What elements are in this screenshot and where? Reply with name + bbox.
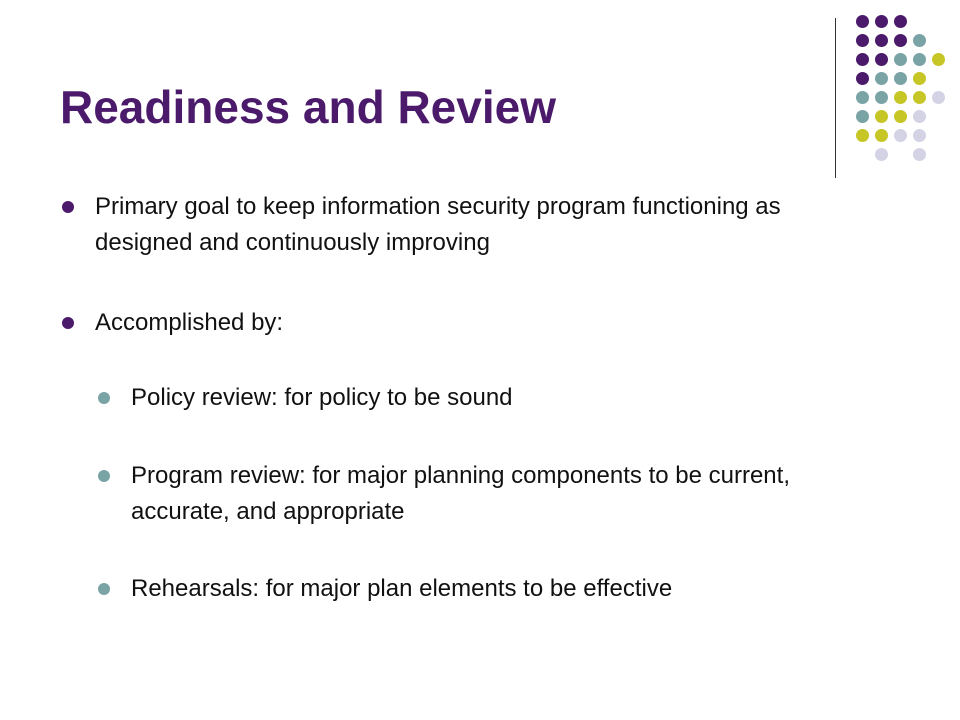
sub-bullet-item [131, 380, 891, 416]
decor-dot [875, 34, 888, 47]
decor-dot [913, 53, 926, 66]
sub-bullet-item [131, 458, 891, 530]
bullet-text: Rehearsals: for major plan elements to be effective [131, 575, 673, 602]
bullet-dot [98, 583, 110, 595]
decor-dot [875, 53, 888, 66]
bullet-dot [62, 317, 74, 329]
bullet-dot [98, 470, 110, 482]
decor-dot [894, 34, 907, 47]
decor-dot [894, 15, 907, 28]
bullet-text: Program review: for major planning components to be current, accurate, and appropriate [131, 462, 790, 525]
decor-dot [875, 15, 888, 28]
divider-line [835, 18, 836, 178]
decor-dot [856, 72, 869, 85]
decor-dot [894, 110, 907, 123]
bullet-dot [62, 201, 74, 213]
bullet-text: Policy review: for policy to be sound [131, 384, 513, 411]
decor-dot [913, 129, 926, 142]
decor-dot [913, 148, 926, 161]
bullet-item [95, 189, 835, 261]
bullet-item [95, 305, 835, 341]
decor-dot [856, 91, 869, 104]
decor-dot [875, 148, 888, 161]
decor-dot [932, 53, 945, 66]
decor-dot [875, 72, 888, 85]
decor-dot [856, 34, 869, 47]
decor-dot [856, 53, 869, 66]
slide-title: Readiness and Review [60, 81, 556, 133]
decor-dot [856, 110, 869, 123]
decor-dot [894, 72, 907, 85]
decor-dot [894, 91, 907, 104]
decor-dot [875, 110, 888, 123]
decor-dot [913, 110, 926, 123]
decor-dot [856, 15, 869, 28]
decor-dot [913, 72, 926, 85]
decor-dot [913, 91, 926, 104]
decor-dot [875, 91, 888, 104]
decor-dot [894, 129, 907, 142]
sub-bullet-item [131, 571, 891, 607]
decor-dot [913, 34, 926, 47]
decor-dot [894, 53, 907, 66]
bullet-text: Primary goal to keep information security program functioning as designed and continuously improving [95, 193, 781, 256]
decor-dot [856, 129, 869, 142]
bullet-dot [98, 392, 110, 404]
decorative-dot-grid [846, 10, 946, 160]
decor-dot [875, 129, 888, 142]
decor-dot [932, 91, 945, 104]
bullet-text: Accomplished by: [95, 309, 284, 336]
